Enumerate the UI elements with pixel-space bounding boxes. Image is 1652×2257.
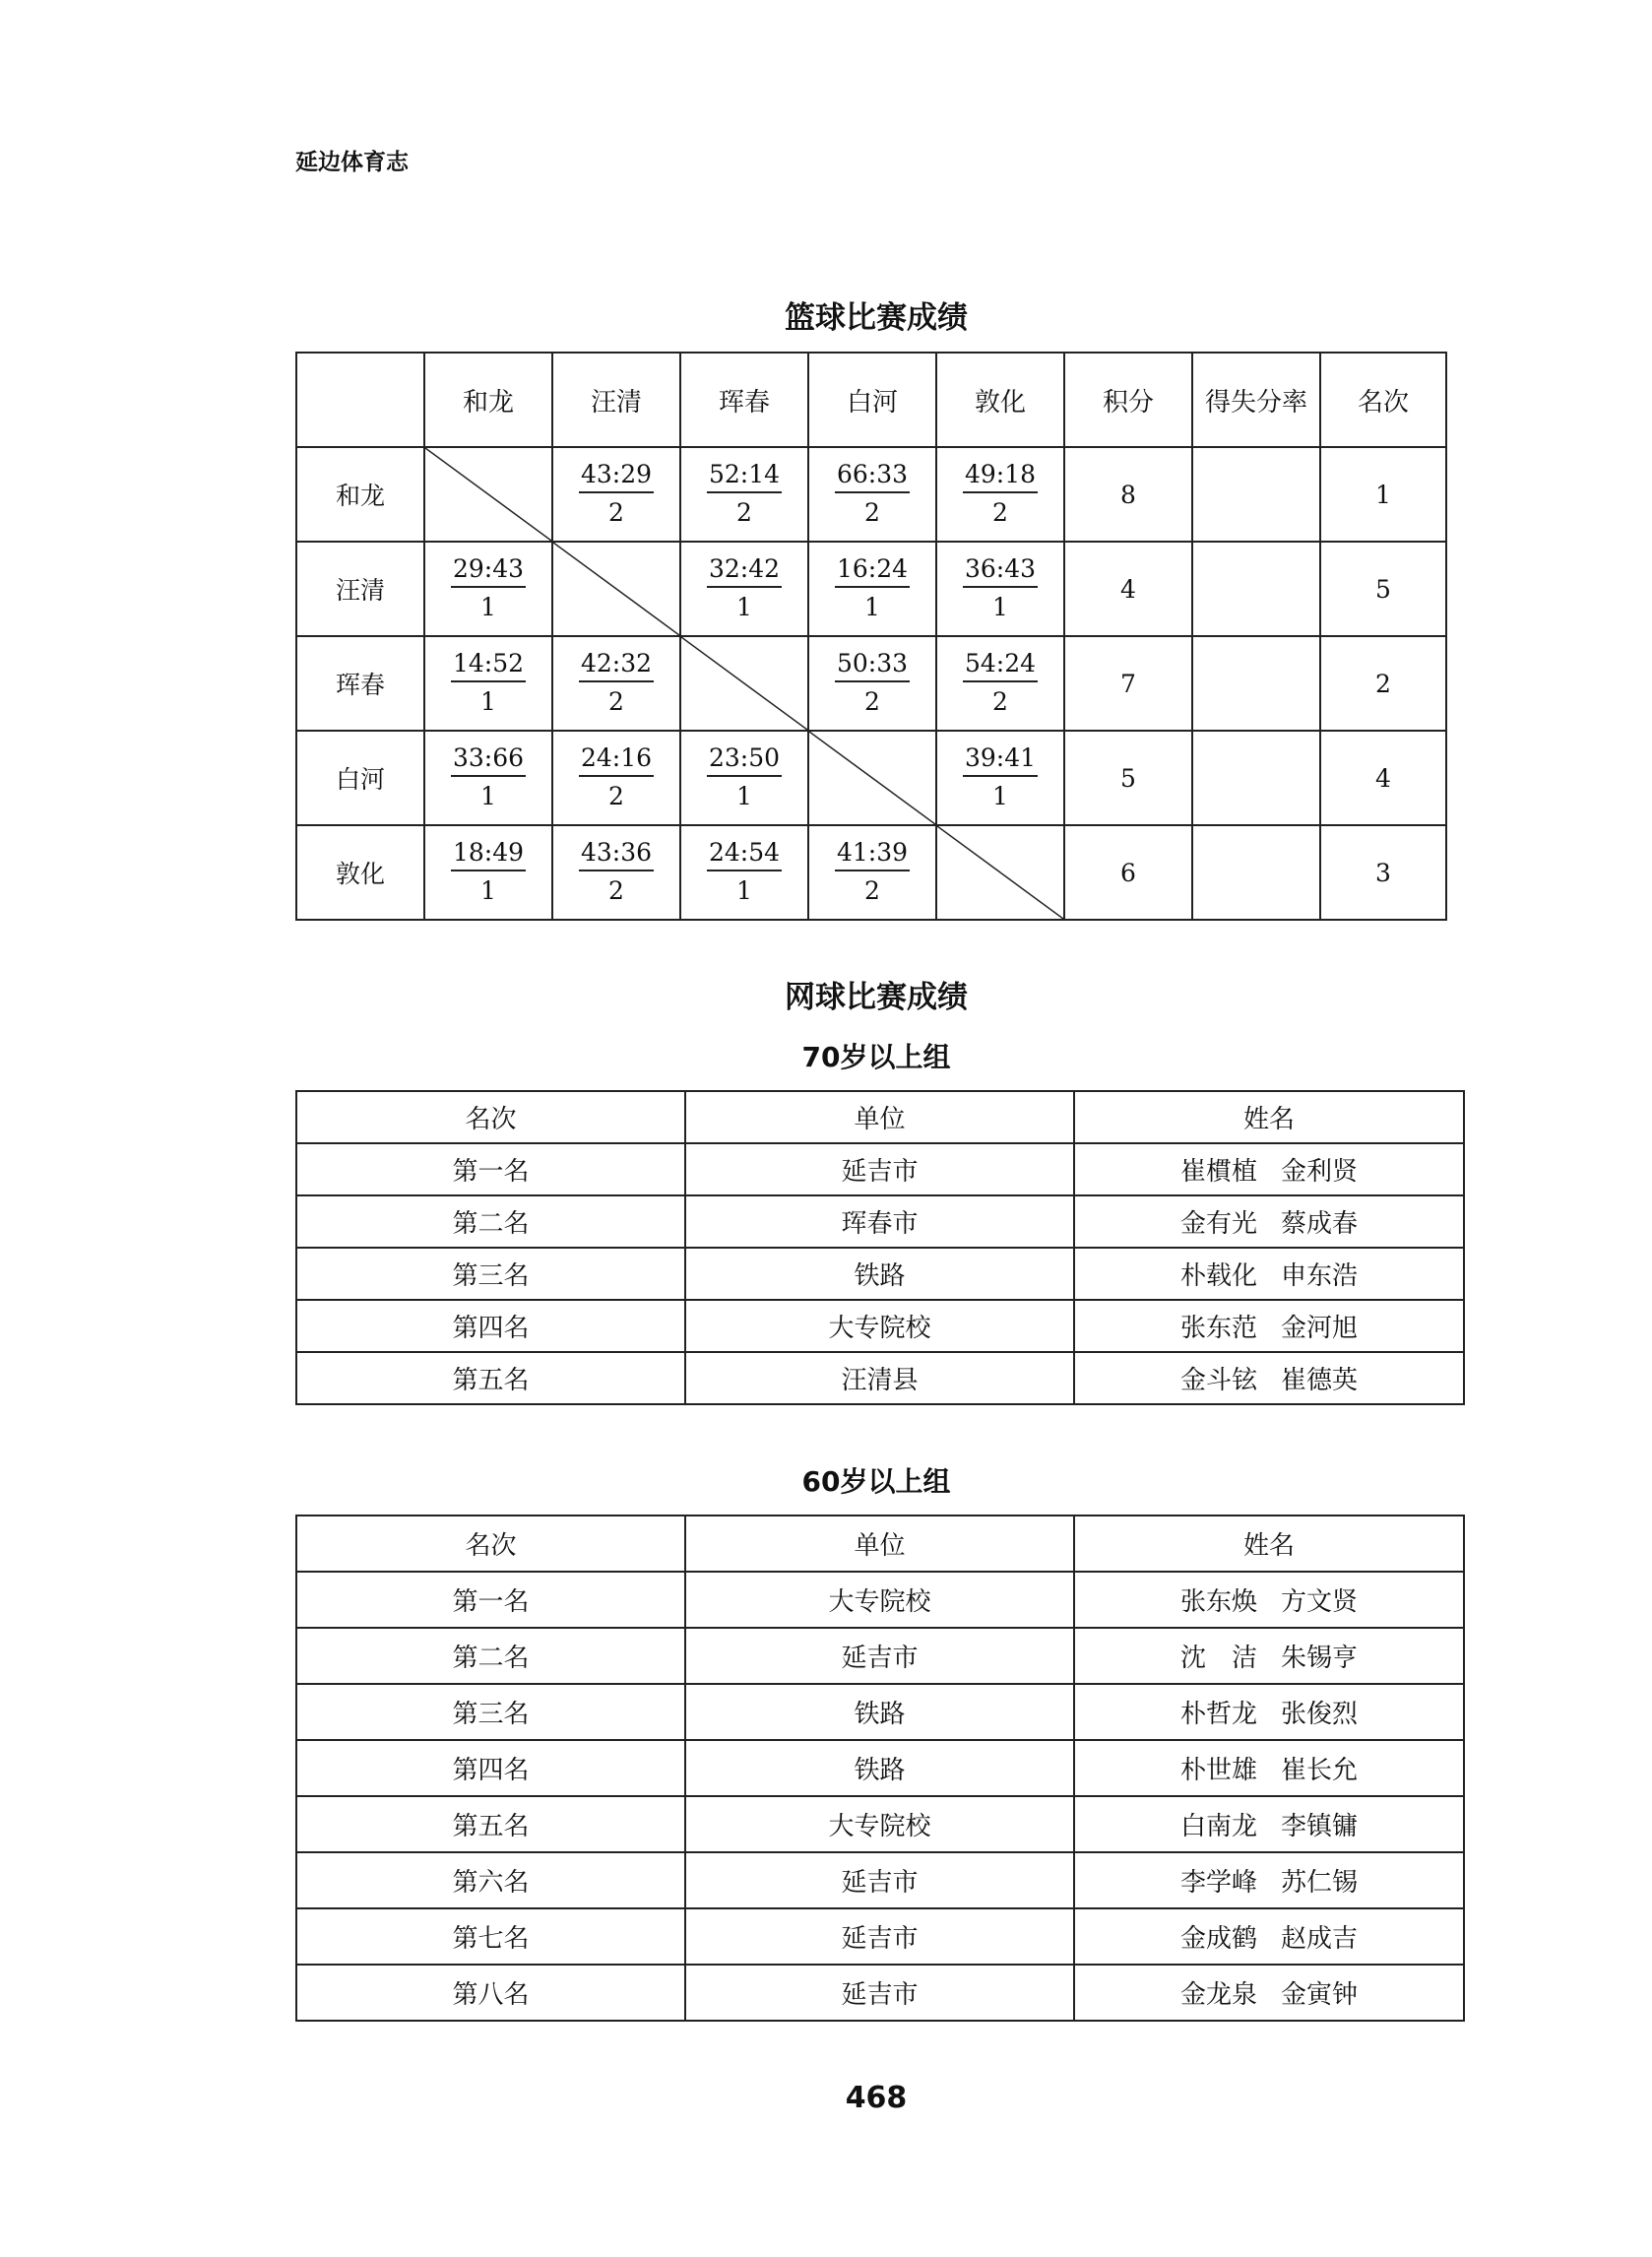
names-cell [1074,1796,1464,1852]
team-name: 白河 [296,731,424,825]
diagonal-cell [424,447,552,542]
header-row [296,353,1446,447]
match-points: 2 [864,498,880,527]
player-name: 沈 洁 [1179,1644,1257,1673]
table-row [296,1195,1464,1248]
column-header: 姓名 [1074,1091,1464,1143]
match-points: 1 [480,687,496,716]
score-fraction [707,556,782,619]
total-points: 7 [1064,636,1192,731]
score: 33:66 [451,745,526,777]
score: 14:52 [451,651,526,682]
score-ratio [1192,825,1320,920]
total-points: 5 [1064,731,1192,825]
table-row [296,1796,1464,1852]
match-points: 1 [864,593,880,621]
player-name: 崔樌植 [1179,1157,1257,1187]
table-row [296,1300,1464,1352]
score: 16:24 [835,556,910,588]
match-result [424,825,552,920]
score: 24:16 [579,745,654,777]
player-name: 金成鹤 [1179,1924,1257,1954]
score: 42:32 [579,651,654,682]
match-result [680,542,808,636]
team-row [296,825,1446,920]
score-ratio [1192,447,1320,542]
rank-cell: 第二名 [296,1195,685,1248]
match-points: 2 [608,498,624,527]
names-cell [1074,1195,1464,1248]
table-row [296,1965,1464,2021]
tennis-70-table [295,1090,1465,1405]
score: 50:33 [835,651,910,682]
table-row [296,1684,1464,1740]
score-fraction [579,651,654,714]
player-name: 蔡成春 [1281,1209,1359,1239]
player-name: 金寅钟 [1281,1980,1359,2010]
column-header: 和龙 [424,353,552,447]
team-row [296,542,1446,636]
unit-cell: 大专院校 [685,1796,1074,1852]
column-header: 名次 [1320,353,1446,447]
match-result [424,542,552,636]
names-cell [1074,1852,1464,1908]
column-header: 珲春 [680,353,808,447]
table-row [296,1740,1464,1796]
player-name: 朴哲龙 [1179,1700,1257,1729]
total-points: 4 [1064,542,1192,636]
match-result [936,731,1064,825]
rank-cell: 第八名 [296,1965,685,2021]
score-fraction [835,651,910,714]
team-name: 敦化 [296,825,424,920]
score: 66:33 [835,462,910,493]
player-name: 张东焕 [1179,1587,1257,1617]
table-row [296,1352,1464,1404]
names-cell [1074,1143,1464,1195]
score-fraction [835,462,910,525]
score: 29:43 [451,556,526,588]
player-name: 白南龙 [1179,1812,1257,1841]
score: 52:14 [707,462,782,493]
score-ratio [1192,731,1320,825]
player-name: 崔德英 [1281,1366,1359,1395]
team-name: 和龙 [296,447,424,542]
group-60-subtitle: 60岁以上组 [801,1465,951,1498]
rank-cell: 第一名 [296,1143,685,1195]
unit-cell: 大专院校 [685,1300,1074,1352]
unit-cell: 延吉市 [685,1143,1074,1195]
player-name: 方文贤 [1281,1587,1359,1617]
player-name: 张俊烈 [1281,1700,1359,1729]
names-cell [1074,1908,1464,1965]
column-header: 单位 [685,1515,1074,1572]
player-name: 金河旭 [1281,1314,1359,1343]
match-result [424,731,552,825]
total-points: 8 [1064,447,1192,542]
diagonal-line [937,826,1063,919]
column-header: 单位 [685,1091,1074,1143]
names-cell [1074,1352,1464,1404]
score-fraction [835,840,910,903]
score-fraction [451,556,526,619]
score-fraction [451,745,526,808]
team-row [296,447,1446,542]
running-header: 延边体育志 [295,150,409,175]
match-result [680,731,808,825]
unit-cell: 延吉市 [685,1908,1074,1965]
score-fraction [579,840,654,903]
player-name: 金有光 [1179,1209,1257,1239]
match-points: 1 [736,782,752,810]
score: 41:39 [835,840,910,871]
team-row [296,731,1446,825]
score-fraction [707,462,782,525]
player-name: 赵成吉 [1281,1924,1359,1954]
names-cell [1074,1248,1464,1300]
unit-cell: 大专院校 [685,1572,1074,1628]
match-result [936,447,1064,542]
final-rank: 2 [1320,636,1446,731]
final-rank: 3 [1320,825,1446,920]
rank-cell: 第三名 [296,1684,685,1740]
match-result [808,636,936,731]
unit-cell: 珲春市 [685,1195,1074,1248]
score-fraction [963,745,1038,808]
column-header: 白河 [808,353,936,447]
score-fraction [707,840,782,903]
diagonal-cell [936,825,1064,920]
rank-cell: 第五名 [296,1352,685,1404]
rank-cell: 第四名 [296,1300,685,1352]
names-cell [1074,1628,1464,1684]
unit-cell: 延吉市 [685,1628,1074,1684]
player-name: 朴世雄 [1179,1756,1257,1785]
player-name: 金利贤 [1281,1157,1359,1187]
score-fraction [963,462,1038,525]
tennis-title: 网球比赛成绩 [785,980,968,1015]
rank-cell: 第七名 [296,1908,685,1965]
page-number: 468 [845,2081,908,2115]
column-header: 得失分率 [1192,353,1320,447]
score: 24:54 [707,840,782,871]
group-70-subtitle: 70岁以上组 [801,1041,951,1073]
match-result [552,636,680,731]
match-points: 1 [736,876,752,905]
basketball-title: 篮球比赛成绩 [785,300,968,336]
score-fraction [579,462,654,525]
match-result [808,825,936,920]
score: 49:18 [963,462,1038,493]
match-result [552,731,680,825]
diagonal-line [425,448,551,541]
match-result [936,542,1064,636]
match-result [936,636,1064,731]
score: 32:42 [707,556,782,588]
score-fraction [579,745,654,808]
table-row [296,1628,1464,1684]
rank-cell: 第二名 [296,1628,685,1684]
score: 43:36 [579,840,654,871]
column-header: 敦化 [936,353,1064,447]
table-row [296,1908,1464,1965]
score-ratio [1192,542,1320,636]
diagonal-line [553,543,679,635]
rank-cell: 第六名 [296,1852,685,1908]
match-result [680,447,808,542]
player-name: 金龙泉 [1179,1980,1257,2010]
match-points: 1 [736,593,752,621]
player-name: 朱锡亨 [1281,1644,1359,1673]
match-points: 2 [608,687,624,716]
score: 43:29 [579,462,654,493]
match-points: 2 [992,498,1008,527]
unit-cell: 延吉市 [685,1965,1074,2021]
column-header: 汪清 [552,353,680,447]
rank-cell: 第五名 [296,1796,685,1852]
diagonal-line [809,732,935,824]
score: 39:41 [963,745,1038,777]
score-ratio [1192,636,1320,731]
column-header: 姓名 [1074,1515,1464,1572]
diagonal-cell [680,636,808,731]
player-name: 张东范 [1179,1314,1257,1343]
rank-cell: 第四名 [296,1740,685,1796]
rank-cell: 第三名 [296,1248,685,1300]
match-points: 1 [480,876,496,905]
names-cell [1074,1740,1464,1796]
table-row [296,1572,1464,1628]
unit-cell: 铁路 [685,1684,1074,1740]
unit-cell: 铁路 [685,1740,1074,1796]
match-points: 2 [608,876,624,905]
score-fraction [451,651,526,714]
match-result [552,447,680,542]
score-fraction [835,556,910,619]
diagonal-cell [808,731,936,825]
match-points: 1 [480,782,496,810]
diagonal-line [681,637,807,730]
score-fraction [963,556,1038,619]
column-header [296,353,424,447]
names-cell [1074,1572,1464,1628]
diagonal-cell [552,542,680,636]
player-name: 崔长允 [1281,1756,1359,1785]
names-cell [1074,1965,1464,2021]
names-cell [1074,1684,1464,1740]
player-name: 金斗铉 [1179,1366,1257,1395]
team-row [296,636,1446,731]
match-points: 2 [992,687,1008,716]
match-result [808,542,936,636]
rank-cell: 第一名 [296,1572,685,1628]
score-fraction [963,651,1038,714]
player-name: 苏仁锡 [1281,1868,1359,1898]
tennis-60-table [295,1515,1465,2022]
player-name: 李学峰 [1179,1868,1257,1898]
score-fraction [707,745,782,808]
player-name: 申东浩 [1281,1261,1359,1291]
final-rank: 5 [1320,542,1446,636]
final-rank: 1 [1320,447,1446,542]
match-points: 2 [736,498,752,527]
table-row [296,1143,1464,1195]
match-points: 2 [864,876,880,905]
match-points: 2 [608,782,624,810]
team-name: 汪清 [296,542,424,636]
column-header: 名次 [296,1515,685,1572]
match-result [552,825,680,920]
column-header: 积分 [1064,353,1192,447]
unit-cell: 铁路 [685,1248,1074,1300]
table-row [296,1248,1464,1300]
team-name: 珲春 [296,636,424,731]
table-row [296,1852,1464,1908]
total-points: 6 [1064,825,1192,920]
score: 18:49 [451,840,526,871]
score: 54:24 [963,651,1038,682]
match-points: 1 [992,782,1008,810]
match-points: 1 [992,593,1008,621]
match-result [680,825,808,920]
unit-cell: 汪清县 [685,1352,1074,1404]
unit-cell: 延吉市 [685,1852,1074,1908]
basketball-results-table [295,352,1447,921]
match-result [808,447,936,542]
score: 36:43 [963,556,1038,588]
header-row [296,1515,1464,1572]
final-rank: 4 [1320,731,1446,825]
match-result [424,636,552,731]
player-name: 李镇镛 [1281,1812,1359,1841]
match-points: 2 [864,687,880,716]
names-cell [1074,1300,1464,1352]
score-fraction [451,840,526,903]
match-points: 1 [480,593,496,621]
score: 23:50 [707,745,782,777]
column-header: 名次 [296,1091,685,1143]
player-name: 朴载化 [1179,1261,1257,1291]
header-row [296,1091,1464,1143]
